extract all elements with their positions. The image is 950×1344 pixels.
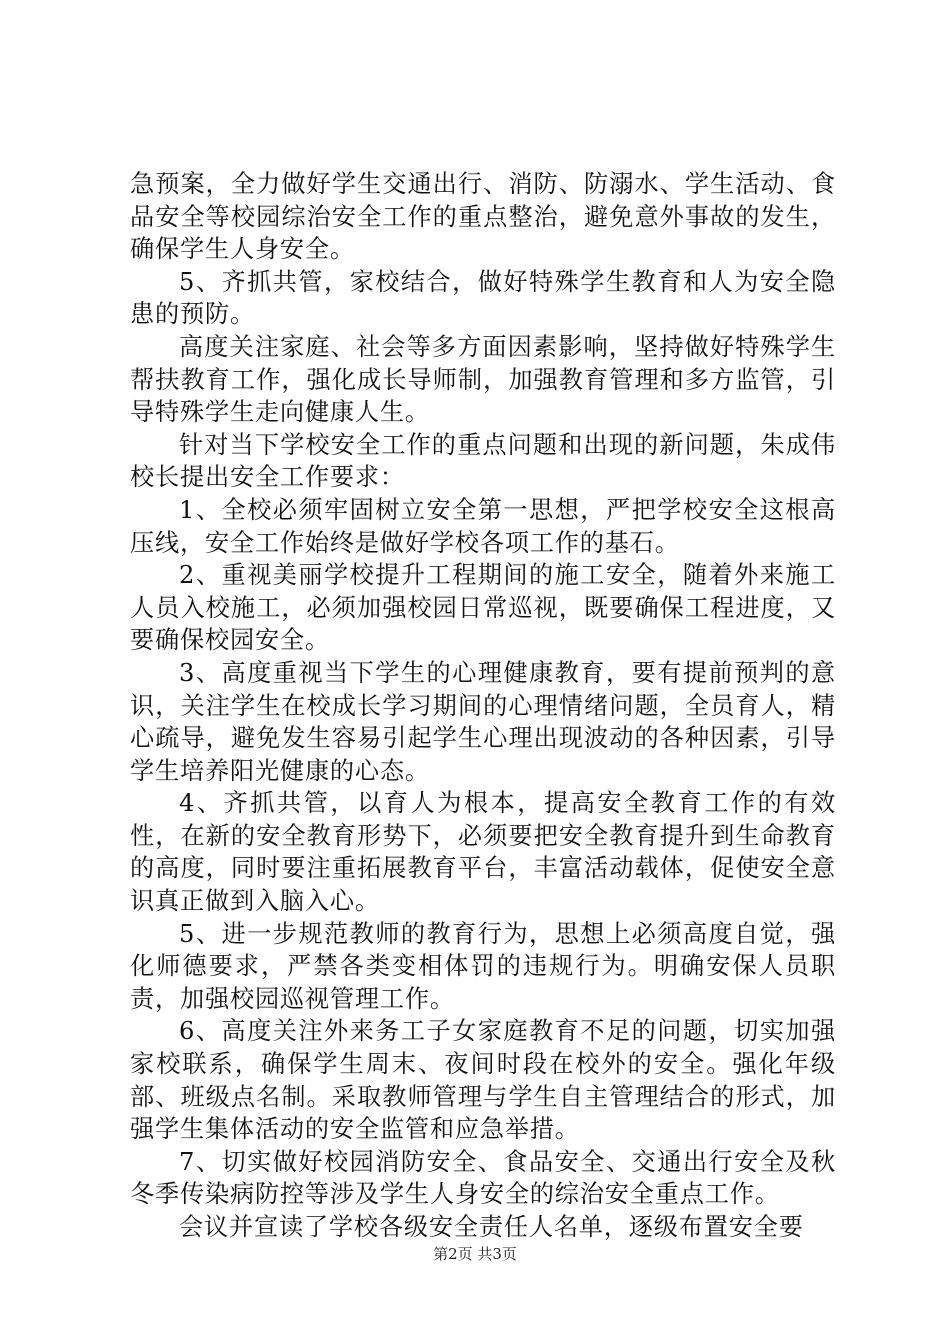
paragraph-item-5-special-students: 5、齐抓共管，家校结合，做好特殊学生教育和人为安全隐患的预防。 <box>130 267 836 329</box>
paragraph-family-society: 高度关注家庭、社会等多方面因素影响，坚持做好特殊学生帮扶教育工作，强化成长导师制，加强教育管理和多方监管，引导特殊学生走向健康人生。 <box>130 332 836 427</box>
paragraph-requirement-5: 5、进一步规范教师的教育行为，思想上必须高度自觉，强化师德要求，严禁各类变相体罚的违规行为。明确安保人员职责，加强校园巡视管理工作。 <box>130 919 836 1013</box>
paragraph-requirement-4: 4、齐抓共管，以育人为根本，提高安全教育工作的有效性，在新的安全教育形势下，必须要把安全教育提升到生命教育的高度，同时要注重拓展教育平台，丰富活动载体，促使安全意识真正做到入脑入心。 <box>130 789 836 916</box>
paragraph-requirement-3: 3、高度重视当下学生的心理健康教育，要有提前预判的意识，关注学生在校成长学习期间的心理情绪问题，全员育人，精心疏导，避免发生容易引起学生心理出现波动的各种因素，引导学生培养阳光健康的心态。 <box>130 658 836 785</box>
paragraph-requirement-7: 7、切实做好校园消防安全、食品安全、交通出行安全及秋冬季传染病防控等涉及学生人身安全的综治安全重点工作。 <box>130 1147 836 1209</box>
paragraph-meeting-closing: 会议并宣读了学校各级安全责任人名单，逐级布置安全要 <box>179 1213 804 1241</box>
document-body <box>130 168 836 1244</box>
paragraph-requirement-6: 6、高度关注外来务工子女家庭教育不足的问题，切实加强家校联系，确保学生周末、夜间时段在校外的安全。强化年级部、班级点名制。采取教师管理与学生自主管理结合的形式，加强学生集体活动的安全监管和应急举措。 <box>130 1017 836 1144</box>
page-number-footer: 第2页 共3页 <box>433 1245 517 1263</box>
paragraph-requirement-2: 2、重视美丽学校提升工程期间的施工安全，随着外来施工人员入校施工，必须加强校园日常巡视，既要确保工程进度，又要确保校园安全。 <box>130 561 836 655</box>
paragraph-requirement-1: 1、全校必须牢固树立安全第一思想，严把学校安全这根高压线，安全工作始终是做好学校各项工作的基石。 <box>130 495 836 557</box>
paragraph-principal-requirements: 针对当下学校安全工作的重点问题和出现的新问题，朱成伟校长提出安全工作要求： <box>130 430 836 492</box>
paragraph-continuation: 急预案，全力做好学生交通出行、消防、防溺水、学生活动、食品安全等校园综治安全工作的重点整治，避免意外事故的发生，确保学生人身安全。 <box>130 170 836 264</box>
